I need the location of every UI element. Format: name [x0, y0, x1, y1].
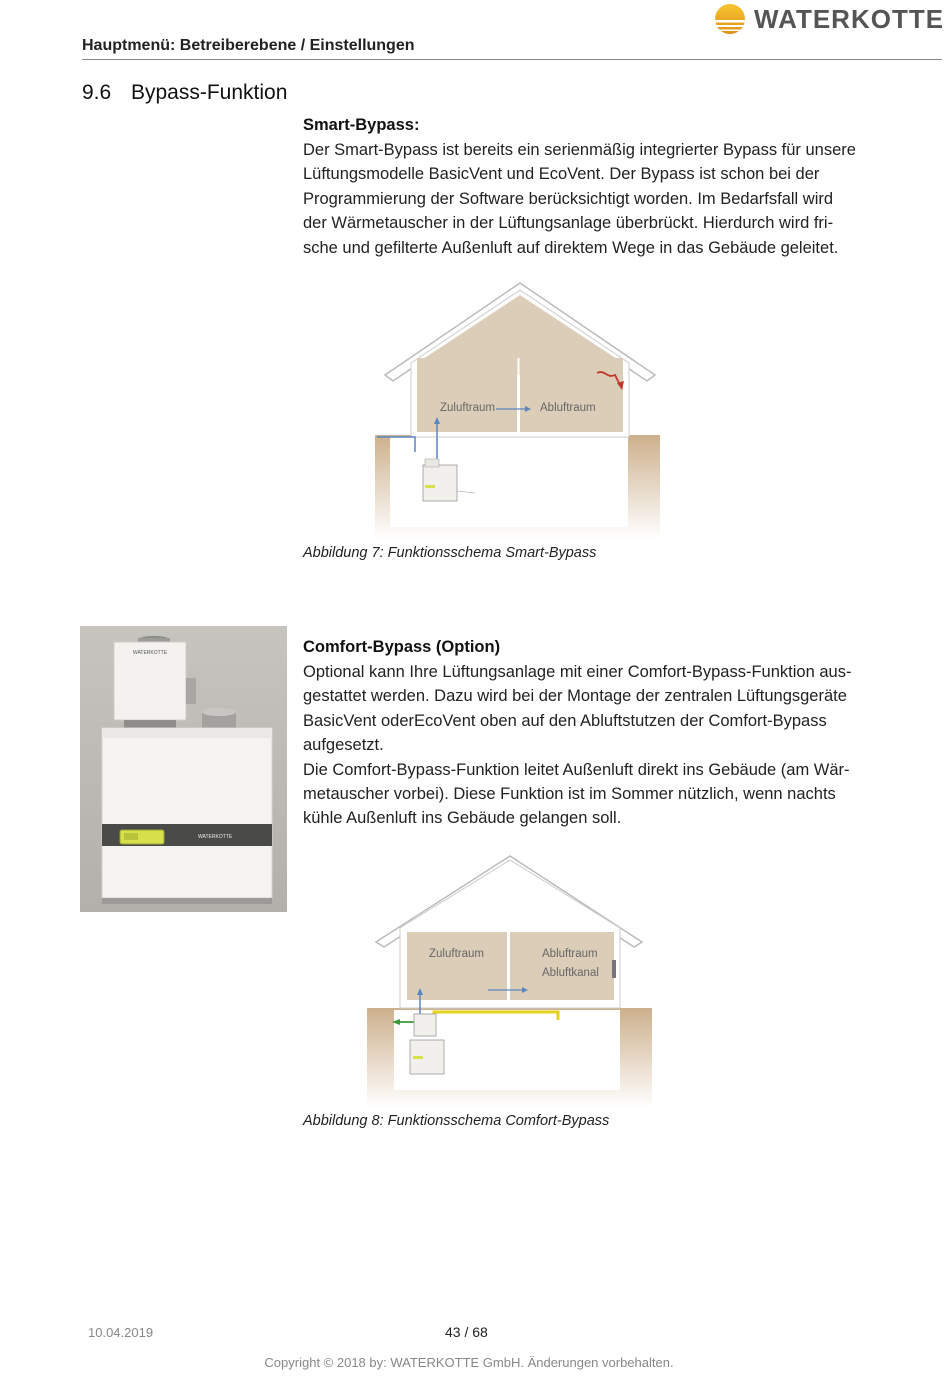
- text-line: Programmierung der Software berücksichtigt worden. Im Bedarfsfall wird: [303, 189, 834, 208]
- text-line: metauscher vorbei). Diese Funktion ist im Sommer nützlich, wenn nachts: [303, 785, 836, 804]
- page-header-title: Hauptmenü: Betreiberebene / Einstellungen: [82, 37, 415, 54]
- text-line: sche und gefilterte Außenluft auf direktem Wege in das Gebäude geleitet.: [303, 238, 839, 257]
- figure-8-caption: Abbildung 8: Funktionsschema Comfort-Bypass: [303, 1113, 610, 1129]
- bypass-box-brand: WATERKOTTE: [132, 650, 168, 656]
- main-unit-brand: WATERKOTTE: [198, 834, 233, 840]
- main-unit: [102, 728, 272, 898]
- ventilation-unit: [423, 465, 457, 501]
- room-left: [417, 358, 517, 432]
- smart-bypass-heading: Smart-Bypass:: [303, 116, 420, 134]
- abluftraum-label: Abluftraum: [542, 948, 598, 960]
- smart-bypass-text: [303, 138, 873, 260]
- zuluftraum-label: Zuluftraum: [429, 948, 484, 960]
- bypass-box: [414, 1014, 436, 1036]
- text-line: BasicVent oderEcoVent oben auf den Abluftstutzen der Comfort-Bypass: [303, 711, 827, 730]
- footer-date: 10.04.2019: [88, 1325, 154, 1340]
- zuluftraum-label: Zuluftraum: [440, 402, 495, 414]
- header-divider: [82, 59, 942, 60]
- section-number: 9.6: [82, 81, 112, 104]
- section-heading: [82, 81, 287, 105]
- comfort-bypass-device-photo: [80, 626, 287, 912]
- brand-name: WATERKOTTE: [754, 4, 945, 34]
- comfort-bypass-diagram: [362, 850, 657, 1108]
- page-number: 43 / 68: [445, 1324, 488, 1340]
- abluftkanal-label: Abluftkanal: [542, 967, 599, 979]
- text-line: der Wärmetauscher in der Lüftungsanlage überbrückt. Hierdurch wird fri-: [303, 214, 834, 233]
- text-line: Optional kann Ihre Lüftungsanlage mit einer Comfort-Bypass-Funktion aus-: [303, 663, 852, 681]
- comfort-bypass-heading: Comfort-Bypass (Option): [303, 638, 501, 656]
- room-right: [520, 358, 623, 432]
- text-line: kühle Außenluft ins Gebäude gelangen soll.: [303, 809, 622, 828]
- comfort-bypass-text: [303, 660, 873, 831]
- smart-bypass-diagram: [365, 277, 670, 539]
- text-line: Der Smart-Bypass ist bereits ein serienmäßig integrierter Bypass für unsere: [303, 141, 856, 159]
- footer-copyright: Copyright © 2018 by: WATERKOTTE GmbH. Änderungen vorbehalten.: [264, 1355, 674, 1370]
- text-line: gestattet werden. Dazu wird bei der Montage der zentralen Lüftungsgeräte: [303, 687, 847, 706]
- figure-7-caption: Abbildung 7: Funktionsschema Smart-Bypass: [303, 545, 597, 561]
- text-line: aufgesetzt.: [303, 736, 384, 755]
- abluftraum-label: Abluftraum: [540, 402, 596, 414]
- text-line: Die Comfort-Bypass-Funktion leitet Außenluft direkt ins Gebäude (am Wär-: [303, 760, 850, 779]
- text-line: Lüftungsmodelle BasicVent und EcoVent. Der Bypass ist schon bei der: [303, 165, 820, 184]
- section-title: Bypass-Funktion: [131, 81, 288, 104]
